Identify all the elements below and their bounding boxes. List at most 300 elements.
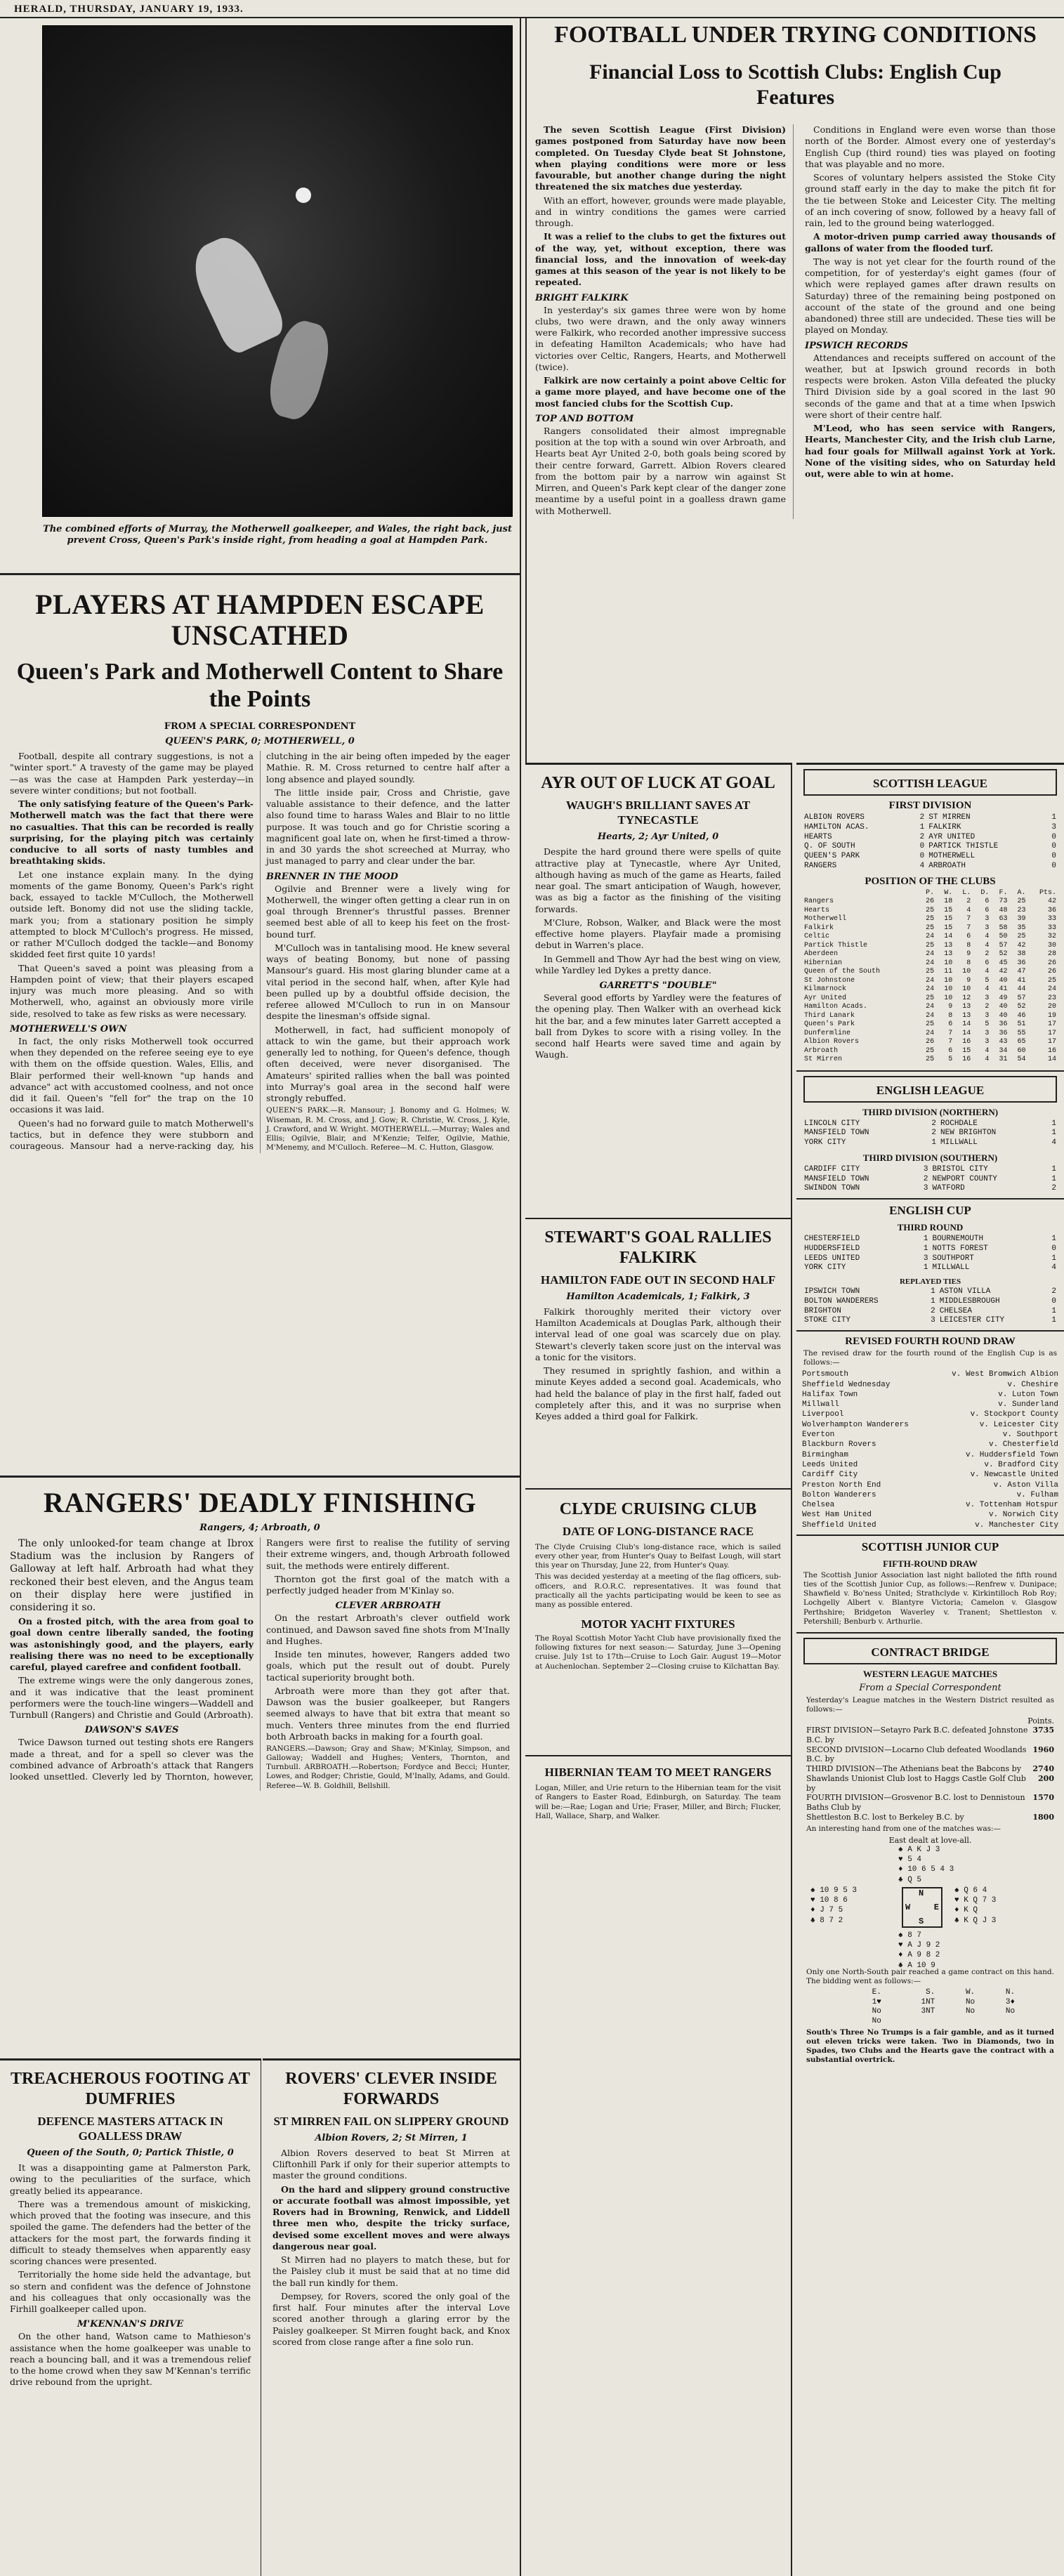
- away-club: v. Cheshire: [1007, 1380, 1058, 1389]
- stat-cell: 36: [1047, 906, 1056, 914]
- home-team: BRIGHTON: [804, 1306, 841, 1315]
- home-club: Portsmouth: [802, 1370, 849, 1379]
- section-heading: MOTHERWELL'S OWN: [10, 1023, 127, 1034]
- away-club: v. Sunderland: [998, 1400, 1058, 1409]
- bridge-intro: Yesterday's League matches in the Western District resulted as follows:—: [806, 1695, 1054, 1714]
- photo-caption: The combined efforts of Murray, the Motherwell goalkeeper, and Wales, the right back, just prevent Cross, Queen's Park's inside right, from heading a goal at Hampden Park.: [43, 524, 512, 546]
- bid: No: [872, 2007, 881, 2016]
- stat-cell: 24: [926, 950, 935, 958]
- result-row: [802, 1307, 1058, 1317]
- draw-tie: [796, 1369, 1064, 1379]
- stat-cell: 10: [962, 968, 971, 975]
- stat-cell: 48: [999, 906, 1008, 914]
- stat-cell: 42: [999, 968, 1008, 975]
- home-score: 3: [923, 1164, 928, 1174]
- home-club: Chelsea: [802, 1501, 835, 1510]
- home-score: 1: [931, 1138, 937, 1147]
- stat-cell: 42: [1047, 898, 1056, 905]
- stat-cell: 28: [1047, 950, 1056, 958]
- away-club: v. Newcastle United: [970, 1471, 1058, 1480]
- club-name: Aberdeen: [804, 950, 839, 958]
- stat-cell: 50: [999, 933, 1008, 940]
- club-name: St Johnstone: [804, 976, 855, 985]
- draw-tie: [796, 1480, 1064, 1490]
- match-text: Shettleston B.C. lost to Berkeley B.C. by: [806, 1812, 964, 1822]
- away-score: 0: [1051, 1244, 1056, 1253]
- home-score: 0: [919, 842, 925, 851]
- stat-cell: 10: [944, 976, 953, 985]
- away-team: ARBROATH: [928, 861, 966, 870]
- bid-row: [843, 1998, 1017, 2008]
- stat-cell: 10: [962, 985, 971, 993]
- home-club: Preston North End: [802, 1480, 881, 1490]
- home-team: MANSFIELD TOWN: [804, 1129, 869, 1138]
- club-name: Kilmarnock: [804, 985, 847, 993]
- ayr-article: [525, 773, 791, 1061]
- away-club: v. Luton Town: [998, 1390, 1058, 1399]
- match-text: FOURTH DIVISION—Grosvenor B.C. lost to Dennistoun Baths Club by: [806, 1793, 1025, 1812]
- results-table: [802, 813, 1058, 872]
- away-score: 3: [1051, 822, 1056, 832]
- result-row: [802, 1165, 1058, 1175]
- away-score: 1: [1051, 1164, 1056, 1174]
- paragraph: The Clyde Cruising Club's long-distance race, which is sailed every other year, from Hunter's Quay to Belfast Lough, will start this year on Thursday, June 22, from Hunter's Quay.: [535, 1543, 781, 1570]
- north-results: [802, 1119, 1058, 1148]
- south-results: [802, 1165, 1058, 1194]
- bridge-closing: South's Three No Trumps is a fair gamble, and as it turned out eleven tricks were taken. Two in Diamonds, two in Spades, two Clubs and the Hearts gave the contract with a substantial overtrick.: [806, 2028, 1054, 2065]
- stat-cell: 4: [985, 968, 990, 975]
- section-heading: DAWSON'S SAVES: [84, 1725, 179, 1736]
- away-team: ST MIRREN: [928, 813, 971, 822]
- club-name: Hearts: [804, 906, 830, 914]
- paragraph: A motor-driven pump carried away thousands of gallons of water from the flooded turf.: [805, 231, 1056, 254]
- home-score: 1: [923, 1244, 928, 1253]
- bid: 1♥: [872, 1997, 881, 2006]
- stat-cell: 42: [1017, 941, 1026, 949]
- paragraph: Albion Rovers deserved to beat St Mirren at Cliftonhill Park if only for their superior attempts to master the ground conditions.: [272, 2147, 510, 2181]
- rangers-body: [0, 1537, 520, 1791]
- stat-cell: 6: [966, 933, 971, 940]
- home-score: 1: [923, 1263, 928, 1273]
- stat-cell: 23: [1017, 906, 1026, 914]
- draw-intro: The revised draw for the fourth round of the English Cup is as follows:—: [803, 1349, 1057, 1367]
- club-name: Rangers: [804, 898, 834, 905]
- compass-west: W: [905, 1902, 911, 1912]
- paragraph: Several good efforts by Yardley were the features of the opening play. Then Walker with an overhead kick hit the bar, and a few minutes later Garrett accepted a ball from Dykes to score with a rising volley. In the second half Hearts were saved time and again by Waugh.: [535, 992, 781, 1060]
- away-score: 0: [1051, 832, 1056, 841]
- match-points: 2740: [1032, 1764, 1054, 1773]
- bridge-matches: [806, 1726, 1054, 1822]
- table-row: [802, 898, 1058, 907]
- bridge-title: CONTRACT BRIDGE: [871, 1645, 990, 1659]
- dumfries-subhead: DEFENCE MASTERS ATTACK IN GOALLESS DRAW: [37, 2114, 223, 2143]
- stat-cell: 3: [985, 994, 990, 1002]
- club-name: Falkirk: [804, 924, 834, 932]
- away-score: 4: [1051, 1138, 1056, 1147]
- stat-cell: 11: [944, 968, 953, 975]
- away-score: 1: [1051, 813, 1056, 822]
- stat-cell: 41: [1017, 976, 1026, 985]
- home-team: HEARTS: [804, 832, 832, 841]
- stat-cell: 24: [926, 1003, 935, 1011]
- away-team: PARTICK THISTLE: [928, 842, 999, 851]
- stat-cell: 24: [926, 1029, 935, 1037]
- stat-cell: 52: [999, 950, 1008, 958]
- home-team: HUDDERSFIELD: [804, 1244, 860, 1253]
- stat-cell: 3: [985, 1038, 990, 1046]
- away-club: v. Huddersfield Town: [965, 1450, 1058, 1459]
- draw-tie: [796, 1400, 1064, 1409]
- bid: [884, 2017, 937, 2027]
- away-club: v. Chesterfield: [988, 1440, 1058, 1450]
- draw-tie: [796, 1420, 1064, 1430]
- table-row: [802, 959, 1058, 968]
- club-name: Arbroath: [804, 1046, 839, 1055]
- home-team: BOLTON WANDERERS: [804, 1296, 879, 1306]
- table-row: [802, 1038, 1058, 1047]
- bridge-match: [806, 1813, 1054, 1822]
- hampden-body: [0, 751, 520, 1153]
- stat-cell: 40: [999, 976, 1008, 985]
- paragraph: Dempsey, for Rovers, scored the only goal of the first half. Four minutes after the interval Love scored another through a glaring error by the Paisley goalkeeper. St Mirren fought back, and Knox scored from close range after a fine solo run.: [272, 2290, 510, 2347]
- club-name: Third Lanark: [804, 1011, 855, 1020]
- table-row: [802, 915, 1058, 924]
- paragraph: The only satisfying feature of the Queen's Park-Motherwell match was the fact that there were no casualties. That this can be recorded is really surprising, for the playing pitch was certainly conducive to all sorts of nasty tumbles and breathtaking skids.: [10, 799, 254, 867]
- stat-cell: 8: [948, 1011, 953, 1020]
- stat-cell: 44: [1017, 985, 1026, 993]
- draw-tie: [796, 1430, 1064, 1440]
- stat-cell: 38: [1017, 950, 1026, 958]
- stat-cell: 73: [999, 898, 1008, 905]
- stat-cell: 16: [1047, 1046, 1056, 1055]
- stat-cell: 24: [1047, 985, 1056, 993]
- third-round-title: THIRD ROUND: [897, 1222, 964, 1233]
- home-score: 1: [923, 1235, 928, 1243]
- paragraph: On a frosted pitch, with the area from goal to goal down centre liberally sanded, the footing was astonishingly good, and the players, early realising there was no need to be exceptionally careful, played carefree and confident football.: [10, 1616, 254, 1673]
- stat-cell: 35: [1017, 924, 1026, 932]
- column-header: D.: [980, 888, 990, 897]
- column-header: P.: [926, 888, 935, 897]
- stat-cell: 39: [1017, 915, 1026, 923]
- stat-cell: 13: [944, 941, 953, 949]
- stat-cell: 52: [1017, 1003, 1026, 1011]
- points-label: Points.: [1027, 1716, 1054, 1726]
- stat-cell: 26: [1047, 968, 1056, 975]
- stat-cell: 9: [966, 950, 971, 958]
- stat-cell: 49: [999, 994, 1008, 1002]
- stat-cell: 7: [948, 1029, 953, 1037]
- card-suit: ♠ A K J 3: [898, 1845, 940, 1854]
- replayed-title: REPLAYED TIES: [899, 1277, 961, 1286]
- stat-cell: 57: [1017, 994, 1026, 1002]
- compass: [902, 1887, 943, 1928]
- home-team: LINCOLN CITY: [804, 1119, 860, 1128]
- column-header: A.: [1017, 888, 1026, 897]
- clyde-article: [525, 1488, 791, 1748]
- stat-cell: 13: [962, 1003, 971, 1011]
- home-team: Q. OF SOUTH: [804, 842, 855, 851]
- left-column: [0, 18, 521, 2576]
- away-score: 2: [1051, 1287, 1056, 1296]
- paragraph: In fact, the only risks Motherwell took occurred when they depended on the referee seeing eye to eye with them on the offside question. Wales, Ellis, and Blair performed their well-known "up hands and advance" act with accustomed coolness, and not once did it fail. Queen's "fell for" the trap on the 10 occasions it was laid.: [10, 1035, 254, 1115]
- table-row: [802, 1030, 1058, 1039]
- stat-cell: 25: [926, 1046, 935, 1055]
- compass-north: N: [919, 1888, 924, 1898]
- stat-cell: 55: [1017, 1029, 1026, 1037]
- home-team: STOKE CITY: [804, 1316, 851, 1325]
- stat-cell: 16: [962, 1056, 971, 1063]
- stat-cell: 5: [985, 976, 990, 985]
- paragraph: The only unlooked-for team change at Ibrox Stadium was the inclusion by Rangers of Galloway at left half. Arbroath had what they reckoned their best eleven, and the Angus team on their display here were justified in considering it so.: [10, 1538, 254, 1613]
- english-cup-title: ENGLISH CUP: [889, 1204, 971, 1217]
- column-header: L.: [962, 888, 971, 897]
- match-text: THIRD DIVISION—The Athenians beat the Babcons by: [806, 1764, 1021, 1773]
- away-team: NEWPORT COUNTY: [932, 1174, 997, 1183]
- draw-list: [796, 1369, 1064, 1530]
- stat-cell: 4: [985, 985, 990, 993]
- stat-cell: 25: [926, 968, 935, 975]
- stat-cell: 20: [1047, 1003, 1056, 1011]
- home-score: 3: [931, 1316, 935, 1325]
- section-heading: TOP AND BOTTOM: [535, 413, 634, 424]
- bridge-byline: From a Special Correspondent: [859, 1682, 1001, 1693]
- bridge-match: [806, 1745, 1054, 1765]
- away-team: MILLWALL: [932, 1263, 970, 1273]
- away-score: 4: [1051, 1263, 1056, 1273]
- draw-tie: [796, 1490, 1064, 1500]
- paragraph: It was a disappointing game at Palmerston Park, owing to the peculiarities of the surface, which greatly belied its appearance.: [10, 2162, 251, 2196]
- away-team: ROCHDALE: [940, 1119, 978, 1128]
- card-suit: ♠ 8 7: [898, 1931, 922, 1940]
- stat-cell: 3: [985, 924, 990, 932]
- paragraph: Ogilvie and Brenner were a lively wing for Motherwell, the winger often getting a clear run in on goal through Brenner's thrustful passes. Brenner seemed best able of all to keep his feet on the frost-bound turf.: [266, 883, 510, 940]
- home-score: 0: [919, 852, 925, 860]
- ball-icon: [296, 188, 311, 203]
- stat-cell: 51: [1017, 1020, 1026, 1028]
- result-row: [802, 1138, 1058, 1148]
- bridge-match: [806, 1774, 1054, 1794]
- stat-cell: 7: [948, 1038, 953, 1046]
- stat-cell: 14: [1047, 1056, 1056, 1063]
- club-name: Hibernian: [804, 959, 843, 967]
- paragraph: M'Culloch was in tantalising mood. He knew several ways of beating Bonomy, but none of passing Mansour's guard. His most glaring blunder came at a vital period in the second half, when, after Kyle had been pulled up by a doubtful offside decision, the referee allowed M'Culloch to run in on Mansour despite the linesman's offside signal.: [266, 942, 510, 1022]
- third-north-title: THIRD DIVISION (NORTHERN): [862, 1106, 999, 1117]
- home-score: 2: [919, 813, 925, 822]
- team-lineups: QUEEN'S PARK.—R. Mansour; J. Bonomy and G. Holmes; W. Wiseman, R. M. Cross, and J. Gow; R. Christie, W. Cross, J. Kyle, J. Crawford, and W. Wright. MOTHERWELL.—Murray; Wales and Ellis; Ogilvie, Blair, and M'Kenzie; Telfer, Ogilvie, Mathie, M'Menemy, and M'Culloch. Referee—M. C. Hutton, Glasgow.: [266, 1106, 510, 1152]
- away-team: MILLWALL: [940, 1138, 978, 1147]
- stat-cell: 2: [985, 1003, 990, 1011]
- stat-cell: 6: [948, 1020, 953, 1028]
- dumfries-article: [0, 2058, 261, 2576]
- stat-cell: 15: [962, 1046, 971, 1055]
- bid: 3NT: [921, 2007, 935, 2016]
- table-row: [802, 1012, 1058, 1021]
- table-row: [802, 1056, 1058, 1065]
- away-club: v. Aston Villa: [993, 1480, 1058, 1490]
- stat-cell: 25: [1047, 976, 1056, 985]
- stmirren-headline: ROVERS' CLEVER INSIDE FORWARDS: [285, 2070, 497, 2108]
- table-row: [802, 968, 1058, 977]
- away-score: 1: [1051, 1129, 1056, 1138]
- home-club: Liverpool: [802, 1410, 844, 1419]
- stat-cell: 19: [1047, 1011, 1056, 1020]
- away-score: 0: [1051, 852, 1056, 860]
- paragraph: The Royal Scottish Motor Yacht Club have provisionally fixed the following fixtures for next season:— Saturday, June 3—Opening cruise. July 1st to 17th—Cruise to Loch Gair. August 19—Motor at Auchenlochan. September 2—Closing cruise to Kilchattan Bay.: [535, 1634, 781, 1671]
- clyde-subhead: DATE OF LONG-DISTANCE RACE: [562, 1524, 754, 1538]
- bid: 1NT: [921, 1997, 935, 2006]
- away-team: NEW BRIGHTON: [940, 1129, 997, 1138]
- section-heading: CLEVER ARBROATH: [335, 1601, 441, 1612]
- stat-cell: 15: [944, 924, 953, 932]
- team-lineups: RANGERS.—Dawson; Gray and Shaw; M'Kinlay, Simpson, and Galloway; Waddell and Hughes; Venters, Thornton, and Turnbull. ARBROATH.—Robertson; Fordyce and Becci; Hunter, Lowes, and Rodger; Christie, Gould, M'Inally, Adams, and Gould. Referee—W. B. Goldhill, Bellshill.: [266, 1744, 510, 1790]
- column-header: F.: [999, 888, 1008, 897]
- paragraph: With an effort, however, grounds were made playable, and in wintry conditions the games were carried through.: [535, 195, 786, 229]
- home-club: Wolverhampton Wanderers: [802, 1420, 909, 1429]
- card-suit: ♥ K Q 7 3: [954, 1895, 997, 1905]
- away-team: BOURNEMOUTH: [932, 1235, 984, 1243]
- result-row: [802, 1119, 1058, 1129]
- away-score: 0: [1051, 861, 1056, 870]
- falkirk-subhead: HAMILTON FADE OUT IN SECOND HALF: [540, 1273, 776, 1287]
- stat-cell: 24: [926, 959, 935, 967]
- table-row: [802, 924, 1058, 933]
- card-suit: ♥ 5 4: [898, 1855, 922, 1864]
- paragraph: This was decided yesterday at a meeting of the flag officers, sub-officers, and R.O.R.C. representatives. It was found that practically all the yachts participating would be keen to see as many as possible entered.: [535, 1572, 781, 1609]
- stat-cell: 3: [985, 1011, 990, 1020]
- junior-text: The Scottish Junior Association last night balloted the fifth round ties of the Scottish Junior Cup, as follows:—Renfrew v. Dunipace; Shawfield v. Bo'ness United; Strathclyde v. Kirkintilloch Rob Roy; Lochgelly Albert v. Blantyre Victoria; Camelon v. Glasgow Perthshire; Bridgeton Waverley v. Tranent; Shettleston v. Petershill; Benburb v. Arthurlie.: [803, 1571, 1057, 1626]
- home-club: Everton: [802, 1431, 835, 1440]
- paragraph: The extreme wings were the only dangerous zones, and it was indicative that the least prominent performers were the touch-line wingers—Waddell and Turnbull (Rangers) and Christie and Gould (Arbroath).: [10, 1675, 254, 1721]
- score-line: Rangers, 4; Arbroath, 0: [199, 1523, 320, 1533]
- paragraph: Queen's had no forward guile to match Motherwell's tactics, but in defence they were stubborn and courageous. Mansour had a nerve-racking day, his clutching in the air being often impeded by the eager Mathie. R. M. Cross returned to centre half after a long absence and played soundly.: [10, 751, 510, 1152]
- stat-cell: 24: [926, 933, 935, 940]
- rangers-headline: RANGERS' DEADLY FINISHING: [43, 1487, 477, 1518]
- table-row: [802, 1020, 1058, 1030]
- draw-tie: [796, 1460, 1064, 1470]
- table-row: [802, 950, 1058, 959]
- paragraph: The little inside pair, Cross and Christie, gave valuable assistance to their defence, and the latter also found time to harass Wales and Blair to no little purpose. It was touch and go for Christie scoring a magnificent goal late on, when he first-timed a throw-in and 30 yards the shot screeched at Murray, who just managed to parry and clear under the bar.: [266, 787, 510, 867]
- paragraph: The way is not yet clear for the fourth round of the competition, for of yesterday's eight games (four of which were replayed games after drawn results on Saturday) three of the remaining being postponed on account of the state of the ground and one being abandoned) three still are undecided. These ties will be played on Monday.: [805, 256, 1056, 336]
- home-team: ALBION ROVERS: [804, 813, 865, 822]
- english-league-box: [803, 1076, 1057, 1103]
- away-score: 2: [1051, 1184, 1056, 1193]
- home-score: 4: [919, 861, 925, 870]
- result-row: [802, 852, 1058, 862]
- stat-cell: 10: [944, 985, 953, 993]
- stmirren-article: [263, 2058, 520, 2576]
- hampden-article: [0, 573, 520, 1458]
- paragraph: The seven Scottish League (First Division) games postponed from Saturday have now been completed. On Tuesday Clyde beat St Johnstone, when playing conditions were more or less favourable, but another change during the night threatened the six matches due yesterday.: [535, 124, 786, 192]
- away-team: MOTHERWELL: [928, 852, 976, 860]
- home-team: IPSWICH TOWN: [804, 1287, 860, 1296]
- table-row: [802, 977, 1058, 986]
- paragraph: Logan, Miller, and Urie return to the Hibernian team for the visit of Rangers to Easter Road, Edinburgh, on Saturday. The team will be:—Rae; Logan and Urie; Fraser, Miller, and Birch; Flucker, Hall, Wallace, Sharp, and Walker.: [535, 1784, 781, 1820]
- scottish-league-box: [803, 769, 1057, 796]
- bid-row: [843, 2007, 1017, 2017]
- paragraph: Despite the hard ground there were spells of quite attractive play at Tynecastle, where Ayr United, although having as much of the game as Hearts, failed near goal. The smart anticipation of Waugh, however, was as big a factor as the finishing of the visiting forwards.: [535, 846, 781, 914]
- stat-cell: 17: [1047, 1020, 1056, 1028]
- stat-cell: 24: [926, 1011, 935, 1020]
- stat-cell: 54: [1017, 1056, 1026, 1063]
- football-right: [805, 124, 1056, 519]
- draw-tie: [796, 1409, 1064, 1419]
- stat-cell: 4: [985, 941, 990, 949]
- score-line: Queen of the South, 0; Partick Thistle, 0: [27, 2148, 234, 2159]
- stat-cell: 4: [966, 906, 971, 914]
- home-team: QUEEN'S PARK: [804, 852, 860, 860]
- paragraph: In yesterday's six games three were won by home clubs, two were drawn, and the only away winners were Falkirk, who recorded another impressive success in defeating Hamilton Academicals; who have had victories over Celtic, Rangers, Hearts, and Motherwell (twice).: [535, 304, 786, 372]
- west-hand: [810, 1886, 857, 1926]
- stat-cell: 14: [962, 1029, 971, 1037]
- stat-cell: 3: [985, 915, 990, 923]
- stat-cell: 25: [926, 915, 935, 923]
- stat-cell: 25: [1017, 933, 1026, 940]
- stat-cell: 40: [999, 1003, 1008, 1011]
- stat-cell: 17: [1047, 1029, 1056, 1037]
- stat-cell: 65: [1017, 1038, 1026, 1046]
- section-heading: BRIGHT FALKIRK: [535, 292, 629, 303]
- stat-cell: 40: [999, 1011, 1008, 1020]
- third-south-title: THIRD DIVISION (SOUTHERN): [862, 1152, 998, 1163]
- card-suit: ♠ Q 6 4: [954, 1886, 987, 1895]
- result-row: [802, 823, 1058, 833]
- card-suit: ♣ Q 5: [898, 1875, 922, 1884]
- club-name: Dunfermline: [804, 1029, 851, 1037]
- hampden-headline: PLAYERS AT HAMPDEN ESCAPE UNSCATHED: [35, 589, 485, 651]
- paragraph: Arbroath were more than they got after that. Dawson was the busier goalkeeper, but Rangers seemed always to have that bit extra that meant so much. Venters three minutes from the end flurried both Arbroath backs in making for a fourth goal.: [266, 1685, 510, 1742]
- football-article: [525, 18, 1064, 763]
- stat-cell: 5: [948, 1056, 953, 1063]
- bridge-outro: Only one North-South pair reached a game contract on this hand. The bidding went as follows:—: [806, 1967, 1054, 1985]
- away-club: v. Norwich City: [988, 1511, 1058, 1520]
- table-row: [802, 1047, 1058, 1056]
- match-points: 200: [1038, 1773, 1054, 1783]
- home-score: 1: [931, 1296, 935, 1306]
- away-score: 1: [1051, 1254, 1056, 1263]
- scottish-league-title: SCOTTISH LEAGUE: [873, 777, 987, 790]
- paragraph: St Mirren had no players to match these, but for the Paisley club it must be said that at no time did the ball run kindly for them.: [272, 2254, 510, 2288]
- paragraph: Scores of voluntary helpers assisted the Stoke City ground staff early in the day to make the pitch fit for the tie between Stoke and Leicester City. The melting of an inch covering of snow, followed by a heavy fall of rain, led to the ground being waterlogged.: [805, 172, 1056, 229]
- bid-seat: W.: [965, 1987, 976, 1997]
- stat-cell: 10: [944, 994, 953, 1002]
- club-name: Celtic: [804, 933, 830, 940]
- draw-tie: [796, 1380, 1064, 1390]
- stat-cell: 6: [948, 1046, 953, 1055]
- paragraph: Conditions in England were even worse than those north of the Border. Almost every one of yesterday's English Cup (third round) ties was played on footing that was playable and no more.: [805, 124, 1056, 169]
- away-team: FALKIRK: [928, 822, 961, 832]
- stat-cell: 43: [999, 1038, 1008, 1046]
- score-line: Hearts, 2; Ayr United, 0: [597, 832, 719, 843]
- middle-column: [525, 763, 792, 2576]
- home-club: Blackburn Rovers: [802, 1440, 876, 1450]
- stat-cell: 45: [999, 959, 1008, 967]
- club-name: Hamilton Acads.: [804, 1003, 868, 1011]
- paragraph: There was a tremendous amount of miskicking, which proved that the footing was insecure, and this spoiled the game. The defenders had the better of the attackers for the most part, the forwards finding it difficult to steady themselves when apparently easy scoring chances were presented.: [10, 2198, 251, 2267]
- card-suit: ♣ 8 7 2: [810, 1916, 843, 1925]
- stat-cell: 2: [966, 898, 971, 905]
- paragraph: That Queen's saved a point was pleasing from a Hampden point of view; that their players escaped injury was much more pleasing. And so with Motherwell, who, against an obviously more virile side, resolved to take as few risks as were necessary.: [10, 962, 254, 1019]
- card-suit: ♠ 10 9 5 3: [810, 1886, 858, 1895]
- draw-tie: [796, 1470, 1064, 1480]
- stat-cell: 31: [999, 1056, 1008, 1063]
- home-club: Millwall: [802, 1400, 839, 1409]
- paragraph: On the other hand, Watson came to Mathieson's assistance when the home goalkeeper was unable to reach a bouncing ball, and it was a tremendous relief to the home crowd when they saw M'Kennan's terrific drive rebound from the upright.: [10, 2331, 251, 2388]
- home-team: CHESTERFIELD: [804, 1235, 860, 1243]
- paragraph: M'Clure, Robson, Walker, and Black were the most effective home players. Playfair made a promising debut in Warren's place.: [535, 916, 781, 951]
- paragraph: Territorially the home side held the advantage, but so stern and confident was the defence of Johnstone and his colleagues that only occasionally was the Firhill goalkeeper called upon.: [10, 2269, 251, 2315]
- stat-cell: 25: [926, 1020, 935, 1028]
- result-row: [802, 1184, 1058, 1194]
